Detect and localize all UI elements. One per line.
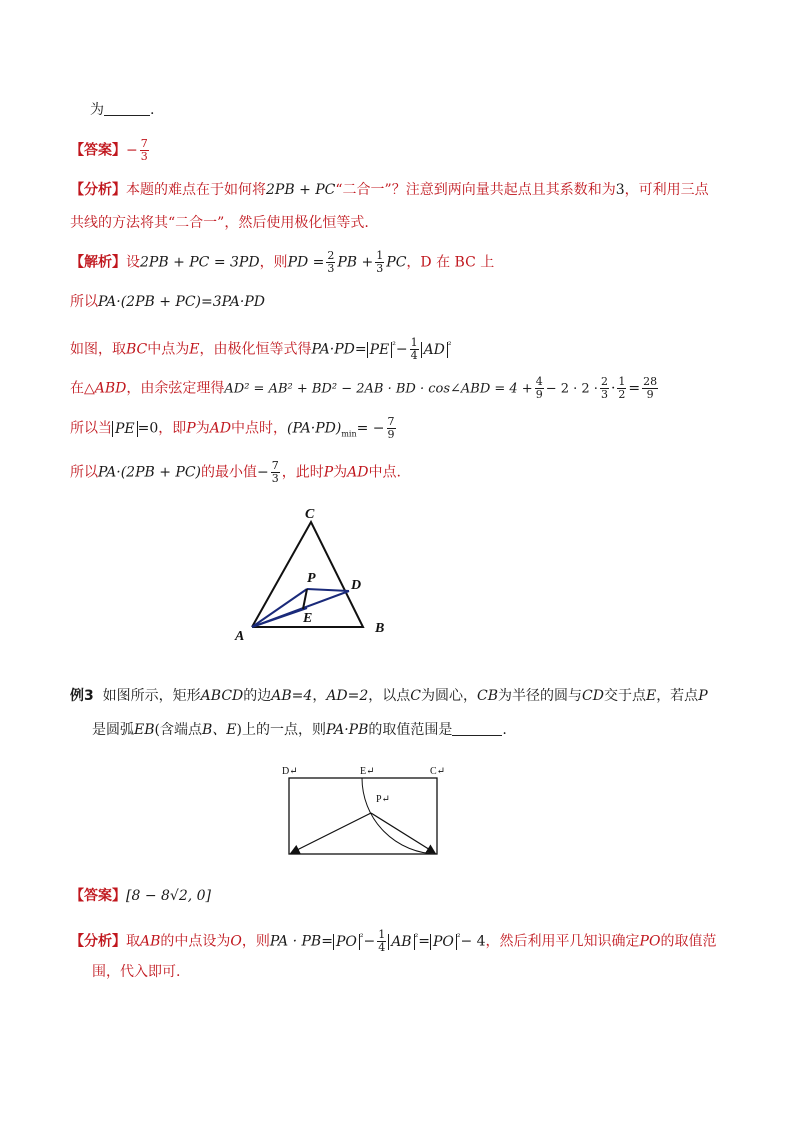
an2-expr: PA · PB= (269, 933, 333, 950)
frac-den: 3 (327, 262, 335, 275)
fig-pe: PE (367, 342, 393, 358)
cos-expr: AD² = AB² + BD² − 2AB · BD · cos∠ABD = 4 + (224, 381, 533, 397)
solution-line-4 (70, 376, 660, 401)
ex-p: P (698, 688, 708, 704)
fig-text-1: 如图，取 (70, 341, 126, 358)
analysis-three: 3 (615, 182, 625, 198)
answer-blank-2 (452, 721, 502, 736)
min-expr: PA·(2PB + PC) (98, 464, 201, 481)
an2-frac (377, 929, 386, 954)
cos-text-2: ，由余弦定理得 (126, 380, 225, 397)
min-frac (271, 460, 280, 485)
an2-ab: AB (140, 933, 161, 950)
label-d: D (351, 578, 362, 593)
analysis-line-1 (70, 180, 709, 200)
an2-po2: PO (639, 933, 661, 950)
fig-text-3: ，由极化恒等式得 (199, 341, 312, 358)
solution-text-1: 设 (126, 254, 140, 271)
solution-text-2: ，则 (259, 254, 288, 271)
solution-line-2 (70, 292, 265, 312)
frac-den: 4 (378, 941, 386, 955)
solution-frac-1 (326, 250, 335, 275)
frac-num: 28 (643, 375, 658, 388)
an2-po-2: PO (430, 934, 457, 950)
when-eq: = − (356, 420, 385, 437)
answer-den: 3 (140, 150, 148, 163)
label-p: P (307, 571, 316, 586)
an2-text-5: 的取值范 (660, 933, 717, 950)
ex-abcd: ABCD (200, 688, 244, 704)
cos-dot: · (610, 380, 616, 397)
min-ad: AD (347, 464, 369, 481)
solution-frac-2 (375, 250, 384, 275)
analysis2-tag: 【分析】 (70, 933, 126, 950)
frac-num: 1 (378, 928, 386, 942)
solution-expr-m2: PC (386, 254, 407, 271)
label-c: C (305, 507, 315, 522)
min-minus: − (257, 464, 269, 481)
when-eq0: =0 (137, 420, 159, 437)
solution-text-4: D 在 BC 上 (420, 254, 495, 271)
vector-pb (371, 813, 435, 853)
when-expr: (PA·PD) (287, 420, 342, 437)
fig-minus: − (395, 341, 408, 358)
an2-sq2: ² (414, 933, 419, 943)
so-text: 所以 (70, 294, 98, 310)
answer-line-2 (70, 886, 211, 906)
vector-pa (291, 813, 371, 853)
when-text-1: 所以当 (70, 420, 112, 437)
frac-den: 9 (646, 388, 654, 401)
an2-abv: AB (388, 934, 414, 950)
solution-text-3: ， (406, 254, 421, 271)
fig-sq2: ² (447, 341, 452, 351)
solution-tag: 【解析】 (70, 254, 126, 271)
analysis-line2-text: 共线的方法将其“二合一”，然后使用极化恒等式. (70, 215, 369, 231)
frac-num: 4 (535, 375, 543, 388)
solution-expr-1: 2PB + PC = 3PD (140, 254, 260, 271)
analysis2-line-1 (70, 928, 716, 954)
label-e2: E↵ (360, 766, 375, 777)
frac-den: 3 (600, 388, 608, 401)
an2-o: O (230, 933, 242, 950)
fig-e: E (189, 341, 200, 358)
an2-minus: − (363, 933, 376, 950)
min-text-4: 为 (333, 464, 348, 481)
solution-expr-m1: PB + (337, 254, 374, 271)
label-a: A (235, 629, 245, 644)
analysis-tag: 【分析】 (70, 182, 126, 198)
answer-num: 7 (140, 137, 148, 150)
frac-num: 2 (600, 375, 608, 388)
frac-den: 3 (271, 472, 279, 485)
ex-text-4: 为圆心， (421, 688, 478, 704)
frac-num: 1 (410, 336, 418, 350)
cos-eq: = (628, 380, 641, 397)
analysis2-line-2 (92, 962, 180, 982)
min-text-5: 中点. (368, 464, 401, 481)
ex-cd: CD (582, 688, 604, 704)
arc-eb (362, 778, 437, 854)
cos-frac-4 (642, 376, 658, 401)
fig-sq1: ² (392, 341, 396, 351)
segment-ap (252, 589, 307, 627)
example3-line-1 (70, 686, 708, 706)
ex-be: B、E (201, 722, 237, 738)
an2-text-4: ，然后利用平几知识确定 (485, 933, 640, 950)
cos-frac-1 (535, 376, 544, 401)
ex-text-5: 为半径的圆与 (498, 688, 583, 704)
analysis-text-3: ，可利用三点 (624, 182, 709, 198)
solution-expr-2a: PD = (287, 254, 325, 271)
an2-sq1: ² (359, 933, 364, 943)
segment-pd (307, 589, 349, 591)
cos-tri: △ABD (84, 380, 127, 397)
when-text-4: 中点时， (231, 420, 288, 437)
frac-num: 2 (327, 249, 335, 262)
ex-c: C (410, 688, 422, 704)
answer-sign: − (126, 142, 138, 159)
ex-ad: AD=2 (326, 688, 369, 704)
frac-den: 4 (410, 349, 418, 363)
min-text-1: 所以 (70, 464, 98, 481)
frac-den: 3 (376, 262, 384, 275)
example-label: 例3 (70, 688, 94, 704)
min-text-2: 的最小值 (201, 464, 257, 481)
an2-po: PO (333, 934, 360, 950)
ex-l2c: )上的一点，则 (236, 722, 326, 738)
cos-m: − 2 · 2 · (545, 381, 598, 397)
fig-bc: BC (126, 341, 148, 358)
analysis-expr: 2PB + PC (266, 182, 336, 198)
when-sub: min (341, 429, 357, 439)
answer-fraction (140, 138, 149, 163)
label-p2: P↵ (376, 794, 390, 805)
analysis-text-2: “二合一”？注意到两向量共起点且其系数和为 (335, 182, 616, 198)
an2-text-2: 的中点设为 (160, 933, 231, 950)
solution-line-1 (70, 250, 494, 275)
ex-comma: ， (312, 688, 327, 704)
fig-expr: PA·PD= (311, 341, 367, 358)
frac-num: 1 (618, 375, 626, 388)
cos-text-1: 在 (70, 380, 84, 397)
min-text-3: ，此时 (281, 464, 324, 481)
when-text-2: ，即 (158, 420, 187, 437)
frac-num: 7 (271, 459, 279, 472)
ex-expr: PA·PB (325, 722, 369, 738)
example3-line-2 (92, 720, 507, 740)
text-wei: 为 (90, 102, 104, 118)
label-c2: C↵ (430, 766, 446, 777)
answer-tag: 【答案】 (70, 142, 126, 159)
answer2-tag: 【答案】 (70, 888, 126, 904)
ex-end: . (502, 722, 507, 738)
ex-l2a: 是圆弧 (92, 722, 134, 738)
fig-frac (410, 337, 419, 362)
frac-num: 7 (387, 415, 395, 428)
ex-text-3: ，以点 (368, 688, 411, 704)
an2-line2: 围，代入即可. (92, 964, 181, 980)
period: . (150, 102, 155, 118)
so-expr: PA·(2PB + PC)=3PA·PD (98, 294, 265, 310)
cos-frac-3 (617, 376, 626, 401)
when-frac (387, 416, 396, 441)
rectangle-figure (280, 760, 450, 860)
fig-ad: AD (421, 342, 448, 358)
an2-sq3: ² (456, 933, 461, 943)
ex-cb: CB (477, 688, 499, 704)
text-line-blank (90, 100, 154, 120)
an2-text-1: 取 (126, 933, 140, 950)
ex-text-7: ，若点 (656, 688, 699, 704)
when-ad: AD (209, 420, 232, 437)
answer2-value: [8 − 8√2, 0] (126, 888, 212, 904)
ex-text-1: 如图所示，矩形 (102, 688, 201, 704)
solution-line-6 (70, 460, 401, 485)
min-p: P (323, 464, 334, 481)
when-text-3: 为 (195, 420, 210, 437)
an2-text-3: ，则 (241, 933, 270, 950)
ex-text-6: 交于点 (603, 688, 646, 704)
label-e: E (303, 611, 313, 626)
when-pe: PE (112, 421, 138, 437)
ex-e: E (645, 688, 657, 704)
ex-ab: AB=4 (271, 688, 313, 704)
label-d2: D↵ (282, 766, 298, 777)
cos-frac-2 (600, 376, 609, 401)
ex-l2d: 的取值范围是 (368, 722, 453, 738)
frac-den: 9 (387, 428, 395, 441)
an2-eq: = (418, 933, 430, 950)
answer-blank (104, 101, 150, 116)
ex-l2b: (含端点 (154, 722, 202, 738)
answer-line-1 (70, 138, 151, 163)
solution-line-3 (70, 336, 452, 362)
triangle-figure (225, 500, 405, 645)
analysis-line-2 (70, 213, 369, 233)
when-p: P (186, 420, 196, 437)
ex-text-2: 的边 (243, 688, 272, 704)
analysis-text-1: 本题的难点在于如何将 (126, 182, 266, 198)
frac-den: 9 (535, 388, 543, 401)
solution-line-5 (70, 416, 398, 444)
an2-tail: − 4 (460, 933, 486, 950)
label-b: B (375, 621, 385, 636)
fig-text-2: 中点为 (147, 341, 190, 358)
ex-arc: EB (134, 722, 155, 738)
frac-num: 1 (376, 249, 384, 262)
frac-den: 2 (618, 388, 626, 401)
